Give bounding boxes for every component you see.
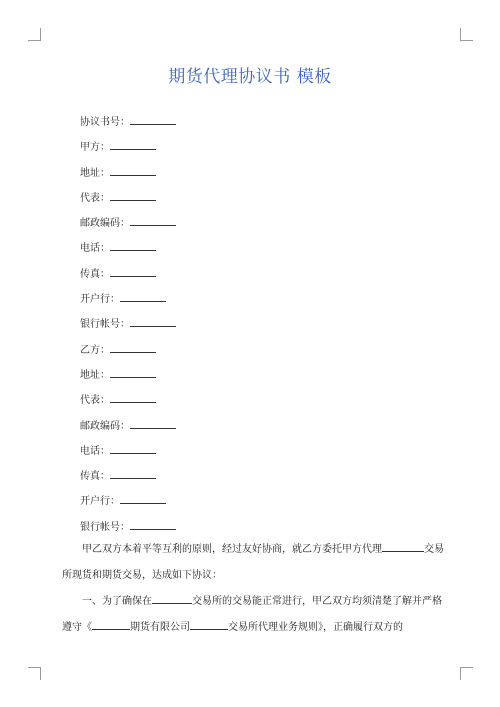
field-label: 传真：: [80, 268, 110, 280]
fill-blank[interactable]: [382, 542, 424, 552]
paragraph-text: 一、为了确保在: [82, 596, 152, 607]
field-label: 协议书号：: [80, 117, 130, 128]
fill-blank[interactable]: [110, 368, 156, 378]
field-label: 乙方：: [80, 344, 110, 356]
fill-blank[interactable]: [130, 317, 176, 327]
field-label: 电话：: [80, 243, 110, 255]
fill-blank[interactable]: [110, 343, 156, 353]
field-label: 地址：: [80, 369, 110, 381]
field-party-a-bank: [80, 292, 176, 317]
field-label: 邮政编码：: [80, 420, 130, 432]
fill-blank[interactable]: [110, 267, 156, 277]
fill-blank[interactable]: [110, 140, 156, 150]
fill-blank[interactable]: [130, 520, 176, 530]
paragraph-text: 交易所的交易能正常进行，甲乙双方均须清楚了解并严格遵守《: [62, 596, 442, 633]
clause-one-paragraph: [62, 589, 446, 641]
crop-mark-top-left: [28, 28, 41, 41]
field-label: 邮政编码：: [80, 218, 130, 230]
field-label: 银行帐号：: [80, 521, 130, 533]
agreement-intro-paragraph: [62, 537, 446, 589]
crop-mark-bottom-right: [460, 667, 473, 680]
fill-blank[interactable]: [110, 191, 156, 201]
field-label: 代表：: [80, 395, 110, 407]
fill-blank[interactable]: [110, 444, 156, 454]
field-label: 甲方：: [80, 142, 110, 154]
paragraph-text: 期货有限公司: [130, 622, 190, 633]
fill-blank[interactable]: [130, 419, 176, 429]
field-party-b-bank: [80, 494, 176, 519]
fill-blank[interactable]: [120, 292, 166, 302]
paragraph-text: 交易所现货和期货交易，达成如下协议：: [62, 544, 444, 581]
fill-blank[interactable]: [110, 241, 156, 251]
contract-fields: [80, 115, 176, 545]
field-party-a: [80, 140, 176, 165]
field-label: 传真：: [80, 471, 110, 483]
crop-mark-bottom-left: [28, 667, 41, 680]
field-party-b-postcode: [80, 419, 176, 444]
field-contract-no: [80, 115, 176, 140]
field-party-a-address: [80, 166, 176, 191]
field-party-a-phone: [80, 241, 176, 266]
field-label: 电话：: [80, 445, 110, 457]
fill-blank[interactable]: [110, 469, 156, 479]
paragraph-text: 交易所代理业务规则》，正确履行双方的: [228, 622, 403, 633]
field-party-b-fax: [80, 469, 176, 494]
fill-blank[interactable]: [130, 216, 176, 226]
field-party-b-address: [80, 368, 176, 393]
fill-blank[interactable]: [92, 620, 130, 630]
field-label: 地址：: [80, 167, 110, 179]
field-party-a-account: [80, 317, 176, 342]
field-party-b-representative: [80, 393, 176, 418]
field-party-a-representative: [80, 191, 176, 216]
crop-mark-top-right: [460, 28, 473, 41]
field-label: 开户行：: [80, 294, 120, 306]
document-title: 期货代理协议书 模板: [168, 67, 332, 87]
field-party-a-fax: [80, 267, 176, 292]
fill-blank[interactable]: [190, 620, 228, 630]
field-party-b-phone: [80, 444, 176, 469]
fill-blank[interactable]: [130, 115, 176, 125]
field-party-b: [80, 343, 176, 368]
fill-blank[interactable]: [120, 494, 166, 504]
field-party-a-postcode: [80, 216, 176, 241]
fill-blank[interactable]: [110, 393, 156, 403]
field-label: 代表：: [80, 192, 110, 204]
fill-blank[interactable]: [152, 594, 192, 604]
field-label: 开户行：: [80, 496, 120, 508]
field-label: 银行帐号：: [80, 319, 130, 331]
paragraph-text: 甲乙双方本着平等互利的原则，经过友好协商，就乙方委托甲方代理: [82, 544, 382, 555]
fill-blank[interactable]: [110, 166, 156, 176]
